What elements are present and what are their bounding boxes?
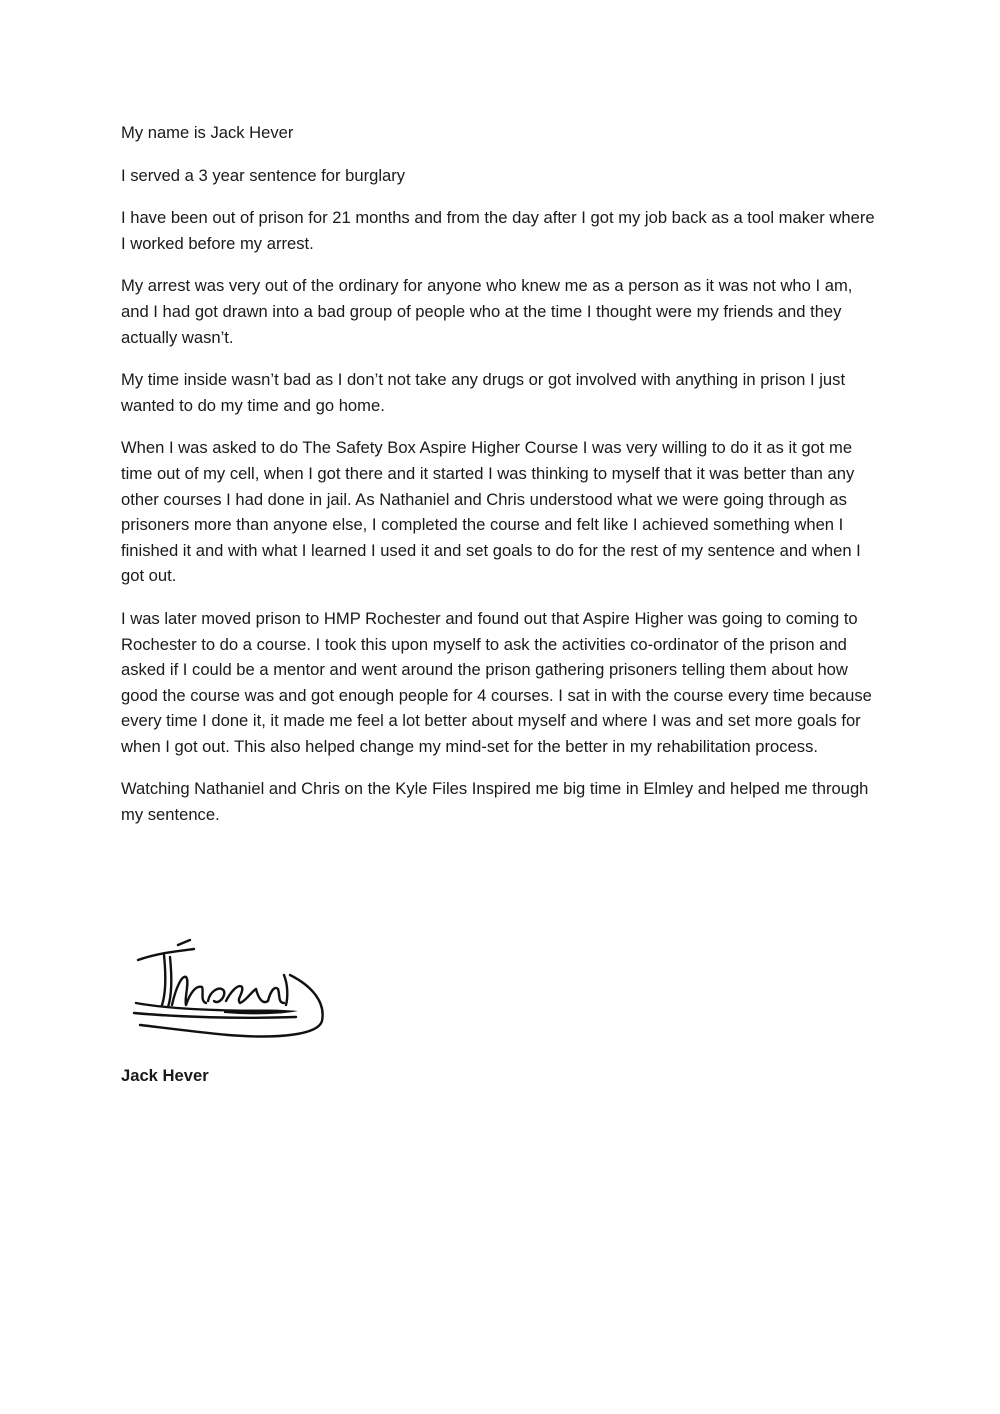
paragraph-time-inside: My time inside wasn’t bad as I don’t not take any drugs or got involved with anything in prison I just wanted to do my time and go home. (121, 370, 846, 415)
paragraph-sentence: I served a 3 year sentence for burglary (121, 165, 406, 185)
paragraph-arrest: My arrest was very out of the ordinary for anyone who knew me as a person as it was not who I am, and I had got drawn into a bad group of people who at the time I thought were my friends and they actually wasn’t. (121, 276, 853, 347)
paragraph-name: My name is Jack Hever (121, 123, 294, 142)
paragraph-course: When I was asked to do The Safety Box Aspire Higher Course I was very willing to do it as it got me time out of my cell, when I got there and it started I was thinking to myself that it was better than any other courses I had done in jail. As Nathaniel and Chris understood what we were going through as prisoners more than anyone else, I completed the course and felt like I achieved something when I finished it and with what I learned I used it and set goals to do for the rest of my sentence and when I got out. (121, 438, 861, 586)
signature-icon (128, 935, 333, 1047)
paragraph-release: I have been out of prison for 21 months and from the day after I got my job back as a tool maker where I worked before my arrest. (121, 208, 875, 253)
paragraph-rochester: I was later moved prison to HMP Rochester and found out that Aspire Higher was going to coming to Rochester to do a course. I took this upon myself to ask the activities co-ordinator of the prison and asked if I could be a mentor and went around the prison gathering prisoners telling them about how good the course was and got enough people for 4 courses. I sat in with the course every time because every time I done it, it made me feel a lot better about myself and where I was and set more goals for when I got out. This also helped change my mind-set for the better in my rehabilitation process. (121, 608, 872, 756)
signed-name: Jack Hever (121, 1066, 209, 1085)
paragraph-kyle-files: Watching Nathaniel and Chris on the Kyle Files Inspired me big time in Elmley and helped me through my sentence. (121, 779, 869, 825)
letter-body (121, 120, 881, 845)
